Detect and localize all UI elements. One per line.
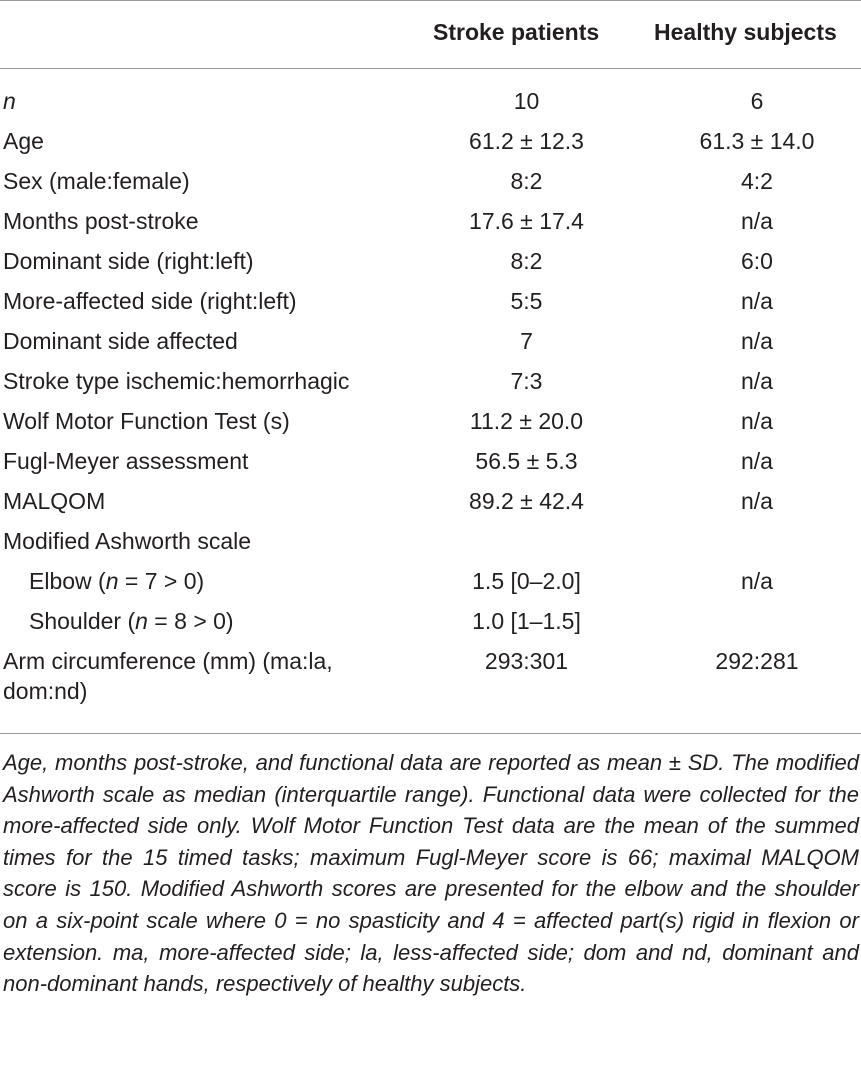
healthy-value: n/a (741, 328, 773, 354)
row-label: Elbow (n = 7 > 0) (29, 568, 205, 594)
table-row (0, 486, 861, 526)
healthy-value: 4:2 (741, 168, 773, 194)
table-row (0, 166, 861, 206)
table-row (0, 326, 861, 366)
header-stroke-patients: Stroke patients (433, 19, 600, 45)
table-row (0, 86, 861, 126)
footnote-rule (0, 733, 861, 734)
table-row (0, 606, 861, 646)
row-label: Shoulder (n = 8 > 0) (29, 608, 234, 634)
row-label: Modified Ashworth scale (3, 528, 252, 554)
stroke-value: 1.5 [0–2.0] (472, 568, 581, 594)
row-label: n (3, 88, 16, 114)
healthy-value: n/a (741, 568, 773, 594)
healthy-value: n/a (741, 448, 773, 474)
row-label: Dominant side affected (3, 328, 238, 354)
table-row (0, 566, 861, 606)
stroke-value: 10 (513, 88, 540, 114)
stroke-value: 293:301 (484, 648, 569, 674)
stroke-value: 5:5 (510, 288, 543, 314)
stroke-value: 89.2 ± 42.4 (469, 488, 584, 514)
row-label: Stroke type ischemic:hemorrhagic (3, 368, 350, 394)
row-label: Fugl-Meyer assessment (3, 448, 249, 474)
table-row (0, 366, 861, 406)
row-label: MALQOM (3, 488, 106, 514)
table-body (0, 86, 861, 716)
header-rule (0, 68, 861, 69)
table-row (0, 286, 861, 326)
healthy-value: n/a (741, 368, 773, 394)
table-row (0, 646, 861, 716)
table-row (0, 206, 861, 246)
table-row (0, 446, 861, 486)
stroke-value: 61.2 ± 12.3 (469, 128, 584, 154)
stroke-value: 11.2 ± 20.0 (469, 408, 584, 434)
healthy-value: n/a (741, 208, 773, 234)
stroke-value: 56.5 ± 5.3 (475, 448, 578, 474)
healthy-value: n/a (741, 408, 773, 434)
table-footnote: Age, months post-stroke, and functional data are reported as mean ± SD. The modified Ashworth scale as median (interquartile range). Functional data were collected for the more-affected side only. Wolf Motor Function Test data are the mean of the summed times for the 15 timed tasks; maximum Fugl-Meyer score is 66; maximal MALQOM score is 150. Modified Ashworth scores are presented for the elbow and the shoulder on a six-point scale where 0 = no spasticity and 4 = affected part(s) rigid in flexion or extension. ma, more-affected side; la, less-affected side; dom and nd, dominant and non-dominant hands, respectively of healthy subjects. (3, 750, 859, 997)
stroke-value: 1.0 [1–1.5] (472, 608, 581, 634)
stroke-value: 7 (520, 328, 533, 354)
healthy-value: n/a (741, 488, 773, 514)
stroke-value: 8:2 (510, 248, 543, 274)
row-label: Age (3, 128, 44, 154)
healthy-value: 6 (750, 88, 764, 114)
row-label: More-affected side (right:left) (3, 288, 297, 314)
row-label: Sex (male:female) (3, 168, 190, 194)
stroke-value: 17.6 ± 17.4 (469, 208, 584, 234)
table-row (0, 126, 861, 166)
stroke-value: 7:3 (510, 368, 543, 394)
stroke-value: 8:2 (510, 168, 543, 194)
healthy-value: n/a (741, 288, 773, 314)
table-header (0, 0, 861, 66)
row-label: Wolf Motor Function Test (s) (3, 408, 290, 434)
table-row (0, 246, 861, 286)
healthy-value: 61.3 ± 14.0 (699, 128, 815, 154)
table-row (0, 406, 861, 446)
healthy-value: 292:281 (715, 648, 799, 674)
table-row (0, 526, 861, 566)
row-label: Arm circumference (mm) (ma:la, dom:nd) (3, 648, 333, 704)
header-healthy-subjects: Healthy subjects (654, 19, 837, 45)
healthy-value: 6:0 (741, 248, 773, 274)
row-label: Dominant side (right:left) (3, 248, 254, 274)
row-label: Months post-stroke (3, 208, 199, 234)
